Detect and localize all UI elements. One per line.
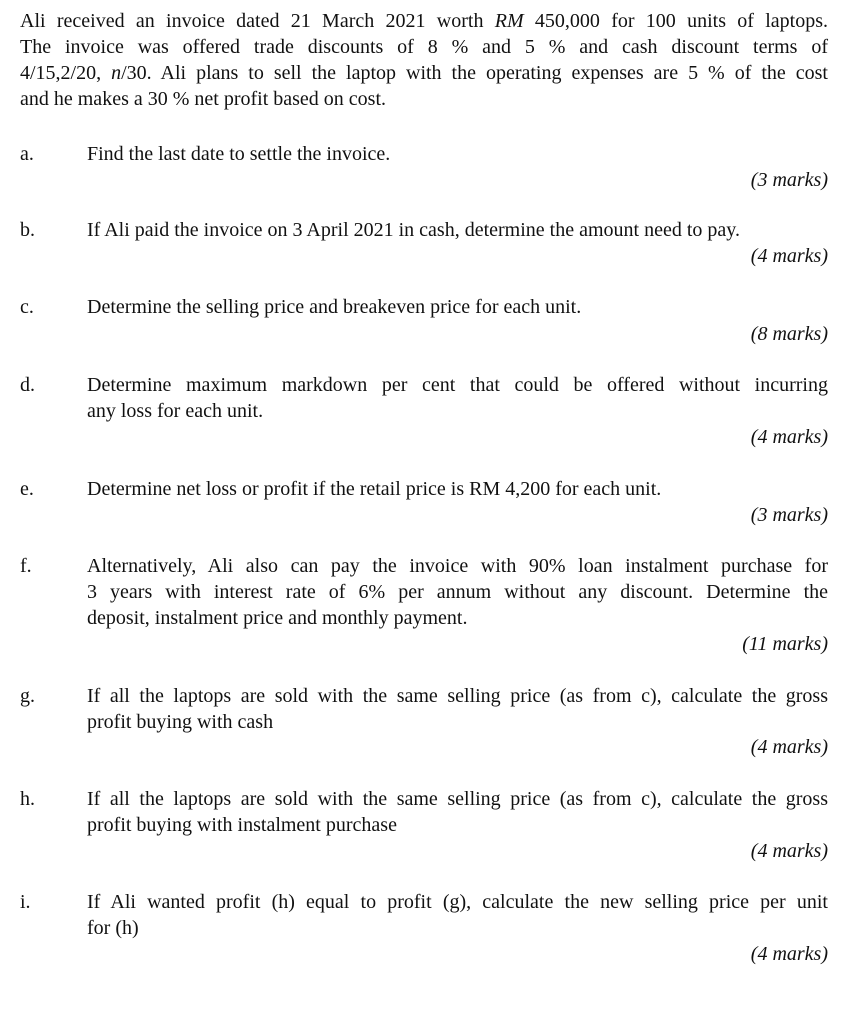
intro-line-3: [20, 60, 828, 86]
intro-text: Ali received an invoice dated 21 March 2021 worth: [20, 10, 495, 32]
marks-label: (4 marks): [750, 943, 828, 965]
question-line: deposit, instalment price and monthly payment.: [87, 607, 468, 629]
question-line: Determine the selling price and breakeven price for each unit.: [87, 296, 582, 318]
question-letter: d.: [20, 374, 35, 396]
marks-label: (4 marks): [750, 426, 828, 448]
question-letter: h.: [20, 788, 35, 810]
question-text: [87, 141, 828, 167]
question-text: [87, 683, 828, 735]
term-n: n: [111, 62, 122, 84]
question-line: If Ali wanted profit (h) equal to profit (g), calculate the new selling price per unit: [87, 891, 828, 913]
intro-text: 4/15,2/20,: [20, 62, 112, 84]
question-line: Determine maximum markdown per cent that could be offered without incurring: [87, 374, 828, 396]
question-line: 3 years with interest rate of 6% per annum without any discount. Determine the: [87, 581, 828, 603]
marks-label: (8 marks): [750, 323, 828, 345]
question-text: [87, 786, 828, 838]
question-letter: e.: [20, 478, 34, 500]
question-letter: i.: [20, 891, 31, 913]
question-letter: c.: [20, 296, 34, 318]
marks-label: (3 marks): [750, 169, 828, 191]
intro-line-1: [20, 8, 828, 34]
question-line: any loss for each unit.: [87, 400, 264, 422]
question-line: If all the laptops are sold with the same selling price (as from c), calculate the gross: [87, 685, 828, 707]
question-line: Find the last date to settle the invoice.: [87, 143, 391, 165]
intro-line-4: and he makes a 30 % net profit based on cost.: [20, 88, 387, 110]
question-letter: g.: [20, 685, 35, 707]
marks-label: (11 marks): [742, 633, 828, 655]
question-text: [87, 372, 828, 424]
marks-label: (4 marks): [750, 736, 828, 758]
currency-rm: RM: [494, 10, 524, 32]
question-letter: b.: [20, 219, 35, 241]
question-line: Alternatively, Ali also can pay the invoice with 90% loan instalment purchase for: [87, 555, 828, 577]
question-line: If all the laptops are sold with the same selling price (as from c), calculate the gross: [87, 788, 828, 810]
question-text: [87, 217, 828, 243]
intro-text: /30. Ali plans to sell the laptop with the operating expenses are 5 % of the cost: [121, 62, 828, 84]
marks-label: (4 marks): [750, 245, 828, 267]
question-text: [87, 553, 828, 631]
question-line: profit buying with instalment purchase: [87, 814, 397, 836]
question-line: profit buying with cash: [87, 711, 274, 733]
marks-label: (3 marks): [750, 504, 828, 526]
question-text: [87, 476, 828, 502]
marks-label: (4 marks): [750, 840, 828, 862]
question-line: for (h): [87, 917, 139, 939]
question-text: [87, 889, 828, 941]
question-line: Determine net loss or profit if the retail price is RM 4,200 for each unit.: [87, 478, 662, 500]
intro-line-2: The invoice was offered trade discounts of 8 % and 5 % and cash discount terms of: [20, 36, 828, 58]
question-letter: a.: [20, 143, 34, 165]
question-line: If Ali paid the invoice on 3 April 2021 in cash, determine the amount need to pay.: [87, 219, 740, 241]
intro-text: 450,000 for 100 units of laptops.: [523, 10, 828, 32]
intro-paragraph: [20, 8, 828, 112]
question-letter: f.: [20, 555, 32, 577]
question-text: [87, 294, 828, 320]
